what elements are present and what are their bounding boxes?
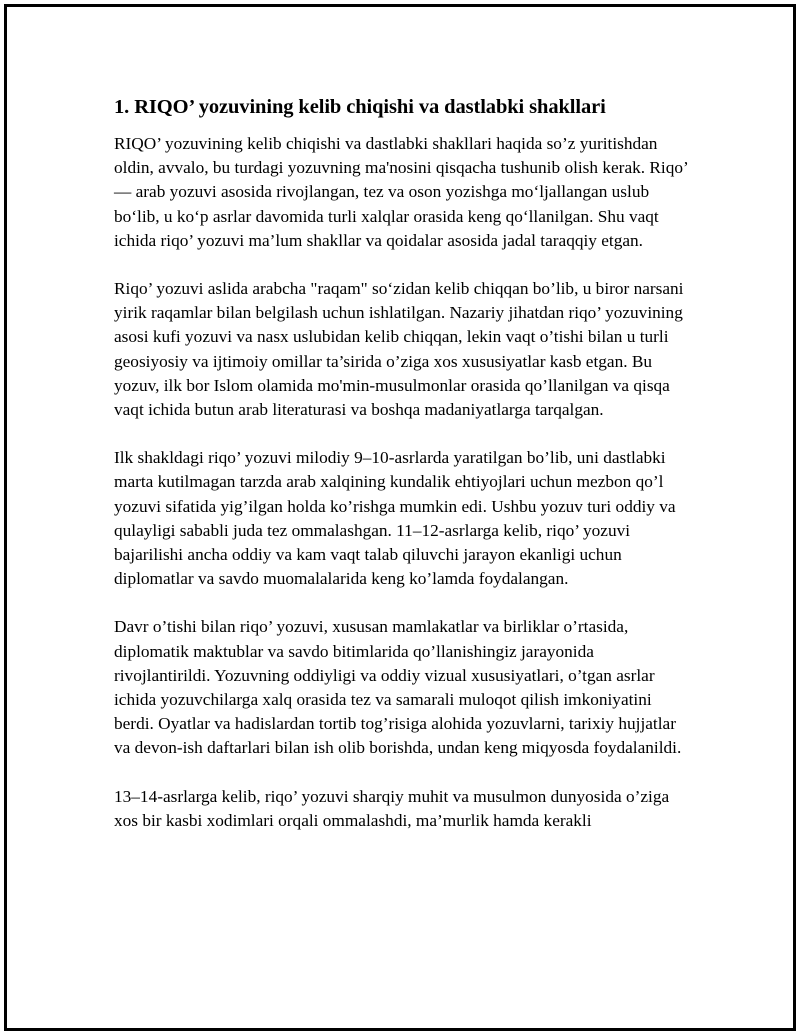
section-heading: 1. RIQO’ yozuvining kelib chiqishi va dastlabki shakllari	[114, 96, 606, 118]
paragraph-1: RIQO’ yozuvining kelib chiqishi va dastlabki shakllari haqida so’z yuritishdan oldin, avvalo, bu turdagi yozuvning ma'nosini qisqacha tushunib olish kerak. Riqo’ — arab yozuvi asosida rivojlangan, tez va oson yozishga mo‘ljallangan uslub bo‘lib, u ko‘p asrlar davomida turli xalqlar orasida keng qo‘llanilgan. Shu vaqt ichida riqo’ yozuvi ma’lum shakllar va qoidalar asosida jadal taraqqiy etgan.	[114, 134, 688, 250]
paragraph-5: 13–14-asrlarga kelib, riqo’ yozuvi sharqiy muhit va musulmon dunyosida o’ziga xos bir kasbi xodimlari orqali ommalashdi, ma’murlik hamda kerakli	[114, 786, 670, 830]
paragraph-3: Ilk shakldagi riqo’ yozuvi milodiy 9–10-asrlarda yaratilgan bo’lib, uni dastlabki marta kutilmagan tarzda arab xalqining kundalik ehtiyojlari uchun mezbon qo’l yozuvi sifatida yig’ilgan holda ko’rishga mumkin edi. Ushbu yozuv turi oddiy va qulayligi sababli juda tez ommalashgan. 11–12-asrlarga kelib, riqo’ yozuvi bajarilishi ancha oddiy va kam vaqt talab qiluvchi jarayon ekanligi uchun diplomatlar va savdo muomalalarida keng ko’lamda foydalangan.	[114, 448, 676, 589]
document-body	[114, 93, 688, 857]
paragraph-4: Davr o’tishi bilan riqo’ yozuvi, xususan mamlakatlar va birliklar o’rtasida, diplomatik maktublar va savdo bitimlarida qo’llanishingiz jarayonida rivojlantirildi. Yozuvning oddiyligi va oddiy vizual xususiyatlari, o’tgan asrlar ichida yozuvchilarga xalq orasida tez va samarali muloqot qilish imkoniyatini berdi. Oyatlar va hadislardan tortib tog’risiga alohida yozuvlarni, tarixiy hujjatlar va devon-ish daftarlari bilan ish olib borishda, undan keng miqyosda foydalanildi.	[114, 617, 682, 758]
paragraph-2: Riqo’ yozuvi aslida arabcha "raqam" so‘zidan kelib chiqqan bo’lib, u biror narsani yirik raqamlar bilan belgilash uchun ishlatilgan. Nazariy jihatdan riqo’ yozuvining asosi kufi yozuvi va nasx uslubidan kelib chiqqan, lekin vaqt o’tishi bilan u turli geosiyosiy va ijtimoiy omillar ta’sirida o’ziga xos xususiyatlar kasb etgan. Bu yozuv, ilk bor Islom olamida mo'min-musulmonlar orasida qo’llanilgan va qisqa vaqt ichida butun arab literaturasi va boshqa madaniyatlarga tarqalgan.	[114, 279, 684, 420]
